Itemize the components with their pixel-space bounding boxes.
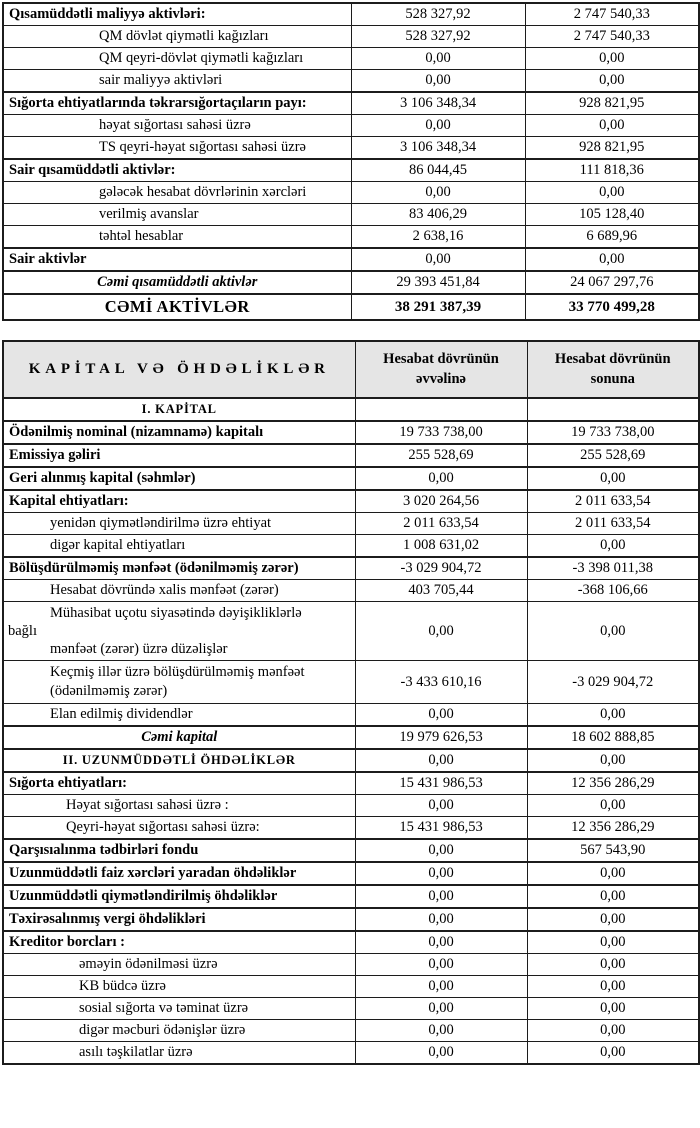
value-period-end: 0,00	[527, 976, 699, 998]
value-period-end: -3 398 011,38	[527, 557, 699, 580]
value-period-start: 0,00	[355, 1042, 527, 1065]
value-period-start: 0,00	[351, 248, 525, 271]
table-row	[3, 137, 699, 160]
value-period-end: -3 029 904,72	[527, 661, 699, 704]
period-end-column-header: Hesabat dövrünün sonuna	[527, 341, 699, 398]
row-label: Cəmi kapital	[3, 726, 355, 749]
table-row	[3, 204, 699, 226]
value-period-start: 0,00	[351, 70, 525, 93]
table-row	[3, 749, 699, 772]
row-label: Mühasibat uçotu siyasətində dəyişikliklərlə bağlı mənfəət (zərər) üzrə düzəlişlər	[3, 602, 355, 661]
value-period-end: 105 128,40	[525, 204, 699, 226]
value-period-start: 86 044,45	[351, 159, 525, 182]
table-row	[3, 115, 699, 137]
value-period-end: 0,00	[525, 182, 699, 204]
value-period-end	[527, 398, 699, 421]
row-label: II. UZUNMÜDDƏTLİ ÖHDƏLİKLƏR	[3, 749, 355, 772]
value-period-start: 0,00	[355, 908, 527, 931]
table-row	[3, 976, 699, 998]
value-period-end: 567 543,90	[527, 839, 699, 862]
value-period-start: 3 106 348,34	[351, 92, 525, 115]
row-label: əməyin ödənilməsi üzrə	[3, 954, 355, 976]
table-row	[3, 862, 699, 885]
row-label: Sığorta ehtiyatları:	[3, 772, 355, 795]
value-period-end: 24 067 297,76	[525, 271, 699, 294]
table-row	[3, 421, 699, 444]
value-period-end: 928 821,95	[525, 92, 699, 115]
value-period-end: 255 528,69	[527, 444, 699, 467]
row-label: Hesabat dövründə xalis mənfəət (zərər)	[3, 580, 355, 602]
table-row	[3, 3, 699, 26]
row-label: KB büdcə üzrə	[3, 976, 355, 998]
table-row	[3, 954, 699, 976]
value-period-end: 0,00	[527, 795, 699, 817]
table-row	[3, 226, 699, 249]
value-period-start: 38 291 387,39	[351, 294, 525, 320]
value-period-start: 3 020 264,56	[355, 490, 527, 513]
row-label: Elan edilmiş dividendlər	[3, 704, 355, 727]
value-period-end: 0,00	[527, 602, 699, 661]
row-label: Sair qısamüddətli aktivlər:	[3, 159, 351, 182]
value-period-start: 0,00	[355, 749, 527, 772]
row-label: Emissiya gəliri	[3, 444, 355, 467]
value-period-start: 0,00	[355, 602, 527, 661]
row-label: TS qeyri-həyat sığortası sahəsi üzrə	[3, 137, 351, 160]
table-row	[3, 817, 699, 840]
value-period-end: 6 689,96	[525, 226, 699, 249]
table-row	[3, 726, 699, 749]
value-period-start: 0,00	[351, 115, 525, 137]
table-row	[3, 248, 699, 271]
value-period-end: 12 356 286,29	[527, 817, 699, 840]
period-start-column-header: Hesabat dövrünün əvvəlinə	[355, 341, 527, 398]
row-label: təhtəl hesablar	[3, 226, 351, 249]
value-period-end: 0,00	[527, 931, 699, 954]
value-period-end: 0,00	[525, 70, 699, 93]
row-label: Qısamüddətli maliyyə aktivləri:	[3, 3, 351, 26]
row-label: Təxirəsalınmış vergi öhdəlikləri	[3, 908, 355, 931]
value-period-end: 2 011 633,54	[527, 513, 699, 535]
value-period-end: 0,00	[527, 1042, 699, 1065]
value-period-end: 0,00	[527, 467, 699, 490]
table-row	[3, 580, 699, 602]
value-period-start	[355, 398, 527, 421]
row-label: Bölüşdürülməmiş mənfəət (ödənilməmiş zərər)	[3, 557, 355, 580]
table-row	[3, 182, 699, 204]
value-period-start: 1 008 631,02	[355, 535, 527, 558]
row-label: digər məcburi ödənişlər üzrə	[3, 1020, 355, 1042]
row-label: sair maliyyə aktivləri	[3, 70, 351, 93]
value-period-start: 528 327,92	[351, 26, 525, 48]
table-row	[3, 704, 699, 727]
row-label: verilmiş avanslar	[3, 204, 351, 226]
table-row	[3, 159, 699, 182]
value-period-end: 0,00	[527, 535, 699, 558]
capital-liabilities-header-row	[3, 341, 699, 398]
row-label: Qeyri-həyat sığortası sahəsi üzrə:	[3, 817, 355, 840]
assets-table-body	[3, 3, 699, 320]
value-period-end: 0,00	[527, 862, 699, 885]
table-header-row	[3, 341, 699, 398]
table-row	[3, 535, 699, 558]
table-row	[3, 271, 699, 294]
row-label: yenidən qiymətləndirilmə üzrə ehtiyat	[3, 513, 355, 535]
table-row	[3, 602, 699, 661]
table-row	[3, 490, 699, 513]
row-label: I. KAPİTAL	[3, 398, 355, 421]
assets-table	[2, 2, 700, 321]
value-period-end: 111 818,36	[525, 159, 699, 182]
value-period-start: 0,00	[355, 1020, 527, 1042]
row-label: Geri alınmış kapital (səhmlər)	[3, 467, 355, 490]
value-period-start: 0,00	[355, 839, 527, 862]
value-period-start: 0,00	[355, 885, 527, 908]
table-row	[3, 1020, 699, 1042]
table-row	[3, 467, 699, 490]
row-label: Cəmi qısamüddətli aktivlər	[3, 271, 351, 294]
value-period-end: 0,00	[525, 248, 699, 271]
value-period-end: 2 747 540,33	[525, 3, 699, 26]
value-period-start: 0,00	[355, 795, 527, 817]
value-period-end: 0,00	[527, 998, 699, 1020]
value-period-start: 19 733 738,00	[355, 421, 527, 444]
table-row	[3, 294, 699, 320]
capital-liabilities-table-body	[3, 398, 699, 1064]
row-label: Qarşısıalınma tədbirləri fondu	[3, 839, 355, 862]
value-period-end: 0,00	[527, 704, 699, 727]
capital-liabilities-title: KAPİTAL VƏ ÖHDƏLİKLƏR	[3, 341, 355, 398]
table-row	[3, 931, 699, 954]
value-period-start: 0,00	[355, 862, 527, 885]
value-period-end: 928 821,95	[525, 137, 699, 160]
value-period-start: 0,00	[355, 998, 527, 1020]
value-period-start: 403 705,44	[355, 580, 527, 602]
table-row	[3, 70, 699, 93]
row-label: Kapital ehtiyatları:	[3, 490, 355, 513]
table-row	[3, 839, 699, 862]
value-period-start: 0,00	[355, 976, 527, 998]
row-label: asılı təşkilatlar üzrə	[3, 1042, 355, 1065]
value-period-start: -3 029 904,72	[355, 557, 527, 580]
row-label: Uzunmüddətli faiz xərcləri yaradan öhdəliklər	[3, 862, 355, 885]
value-period-end: 0,00	[527, 908, 699, 931]
value-period-end: -368 106,66	[527, 580, 699, 602]
value-period-end: 0,00	[527, 1020, 699, 1042]
value-period-start: 15 431 986,53	[355, 772, 527, 795]
value-period-start: -3 433 610,16	[355, 661, 527, 704]
value-period-start: 0,00	[355, 467, 527, 490]
value-period-start: 29 393 451,84	[351, 271, 525, 294]
table-row	[3, 444, 699, 467]
value-period-start: 15 431 986,53	[355, 817, 527, 840]
value-period-end: 0,00	[525, 115, 699, 137]
value-period-start: 83 406,29	[351, 204, 525, 226]
table-row	[3, 1042, 699, 1065]
row-label: Həyat sığortası sahəsi üzrə :	[3, 795, 355, 817]
value-period-end: 0,00	[527, 954, 699, 976]
value-period-end: 19 733 738,00	[527, 421, 699, 444]
value-period-end: 12 356 286,29	[527, 772, 699, 795]
row-label: CƏMİ AKTİVLƏR	[3, 294, 351, 320]
row-label: Sığorta ehtiyatlarında təkrarsığortaçıların payı:	[3, 92, 351, 115]
row-label: Uzunmüddətli qiymətləndirilmiş öhdəliklər	[3, 885, 355, 908]
value-period-start: 0,00	[355, 704, 527, 727]
value-period-end: 0,00	[527, 749, 699, 772]
row-label: digər kapital ehtiyatları	[3, 535, 355, 558]
value-period-start: 0,00	[351, 48, 525, 70]
table-row	[3, 998, 699, 1020]
value-period-end: 18 602 888,85	[527, 726, 699, 749]
row-label: həyat sığortası sahəsi üzrə	[3, 115, 351, 137]
value-period-end: 0,00	[527, 885, 699, 908]
row-label: Sair aktivlər	[3, 248, 351, 271]
table-row	[3, 513, 699, 535]
value-period-start: 255 528,69	[355, 444, 527, 467]
table-row	[3, 398, 699, 421]
value-period-start: 0,00	[355, 931, 527, 954]
value-period-start: 2 011 633,54	[355, 513, 527, 535]
row-label: Kreditor borcları :	[3, 931, 355, 954]
row-label: sosial sığorta və təminat üzrə	[3, 998, 355, 1020]
value-period-start: 0,00	[355, 954, 527, 976]
row-label: Ödənilmiş nominal (nizamnamə) kapitalı	[3, 421, 355, 444]
value-period-start: 3 106 348,34	[351, 137, 525, 160]
table-row	[3, 92, 699, 115]
value-period-end: 33 770 499,28	[525, 294, 699, 320]
value-period-end: 2 011 633,54	[527, 490, 699, 513]
table-row	[3, 48, 699, 70]
table-row	[3, 26, 699, 48]
row-label: gələcək hesabat dövrlərinin xərcləri	[3, 182, 351, 204]
table-row	[3, 795, 699, 817]
value-period-end: 0,00	[525, 48, 699, 70]
row-label: Keçmiş illər üzrə bölüşdürülməmiş mənfəət (ödənilməmiş zərər)	[3, 661, 355, 704]
table-row	[3, 885, 699, 908]
value-period-start: 528 327,92	[351, 3, 525, 26]
value-period-start: 0,00	[351, 182, 525, 204]
value-period-end: 2 747 540,33	[525, 26, 699, 48]
table-row	[3, 661, 699, 704]
table-row	[3, 908, 699, 931]
capital-liabilities-table	[2, 340, 700, 1065]
value-period-start: 19 979 626,53	[355, 726, 527, 749]
table-row	[3, 557, 699, 580]
row-label: QM qeyri-dövlət qiymətli kağızları	[3, 48, 351, 70]
value-period-start: 2 638,16	[351, 226, 525, 249]
table-row	[3, 772, 699, 795]
row-label: QM dövlət qiymətli kağızları	[3, 26, 351, 48]
